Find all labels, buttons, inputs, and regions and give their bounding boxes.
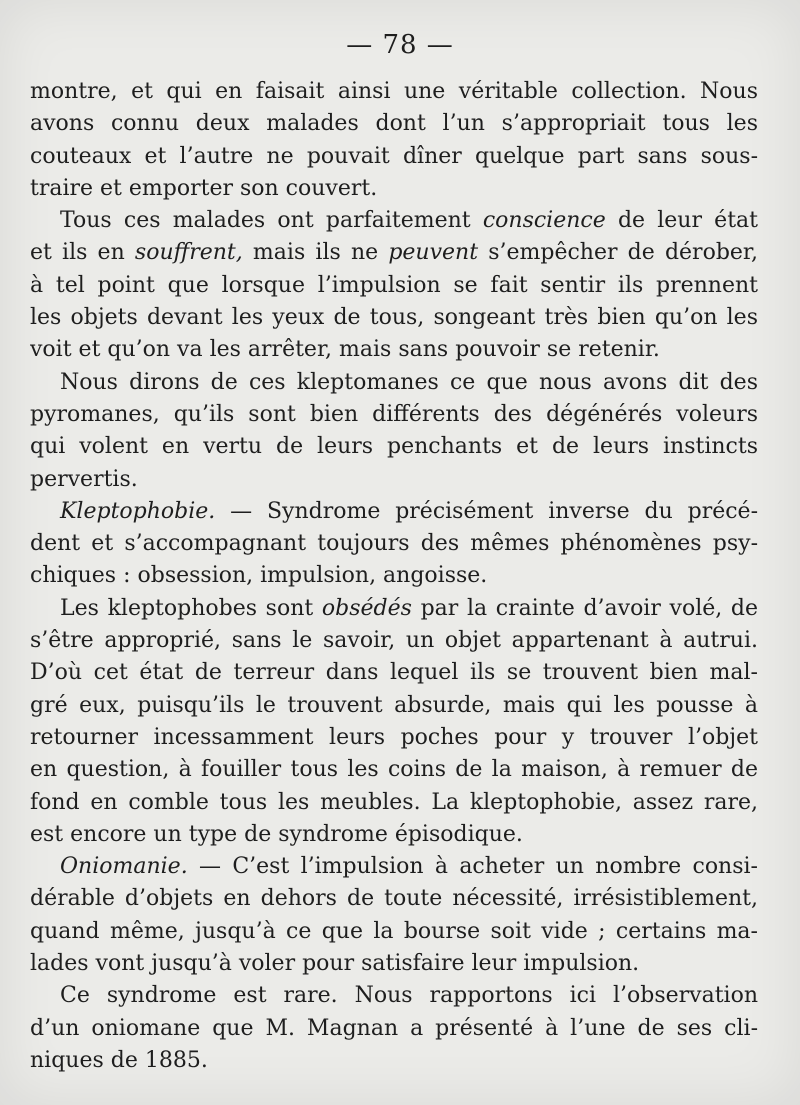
text-line bbox=[30, 302, 758, 334]
paragraph bbox=[30, 593, 758, 851]
text-line bbox=[30, 205, 758, 237]
text-line bbox=[30, 108, 758, 140]
text-line bbox=[30, 625, 758, 657]
text-line bbox=[30, 237, 758, 269]
text-line bbox=[30, 883, 758, 915]
text-line bbox=[30, 657, 758, 689]
text-segment: — Syndrome précisément inverse du précé- bbox=[215, 498, 758, 524]
text-line bbox=[30, 819, 758, 851]
text-segment: dent et s’accompagnant toujours des mêmes phénomènes psy- bbox=[30, 531, 758, 557]
italic-text: Kleptophobie. bbox=[60, 498, 216, 524]
text-line bbox=[30, 948, 758, 980]
text-segment: par la crainte d’avoir volé, de bbox=[411, 595, 758, 621]
text-line bbox=[30, 690, 758, 722]
paragraph bbox=[30, 76, 758, 205]
paragraph bbox=[30, 980, 758, 1077]
text-line bbox=[30, 787, 758, 819]
text-segment: et ils en bbox=[30, 240, 135, 266]
text-segment: pervertis. bbox=[30, 466, 138, 492]
text-line bbox=[30, 496, 758, 528]
text-segment: s’empêcher de dérober, bbox=[478, 240, 758, 266]
text-line bbox=[30, 528, 758, 560]
text-segment: Ce syndrome est rare. Nous rapportons ici l’observation bbox=[60, 983, 758, 1009]
text-line bbox=[30, 399, 758, 431]
text-segment: à tel point que lorsque l’impulsion se fait sentir ils prennent bbox=[30, 272, 758, 298]
text-segment: retourner incessamment leurs poches pour y trouver l’objet bbox=[30, 724, 758, 750]
text-segment: gré eux, puisqu’ils le trouvent absurde, mais qui les pousse à bbox=[30, 692, 758, 718]
text-segment: couteaux et l’autre ne pouvait dîner quelque part sans sous- bbox=[30, 143, 758, 169]
text-line bbox=[30, 722, 758, 754]
text-line bbox=[30, 916, 758, 948]
text-segment: Nous dirons de ces kleptomanes ce que nous avons dit des bbox=[60, 369, 758, 395]
italic-text: Oniomanie. bbox=[60, 854, 188, 880]
text-segment: en question, à fouiller tous les coins de la maison, à remuer de bbox=[30, 757, 758, 783]
paragraph bbox=[30, 367, 758, 496]
body-text bbox=[30, 76, 758, 1077]
text-segment: Tous ces malades ont parfaitement bbox=[60, 208, 483, 234]
text-segment: est encore un type de syndrome épisodique. bbox=[30, 821, 523, 847]
text-segment: avons connu deux malades dont l’un s’appropriait tous les bbox=[30, 111, 758, 137]
text-segment: les objets devant les yeux de tous, songeant très bien qu’on les bbox=[30, 305, 758, 331]
text-segment: montre, et qui en faisait ainsi une véritable collection. Nous bbox=[30, 79, 758, 104]
text-segment: de leur état bbox=[605, 208, 758, 234]
text-segment: mais ils ne bbox=[242, 240, 389, 266]
text-line bbox=[30, 754, 758, 786]
paragraph bbox=[30, 496, 758, 593]
text-line bbox=[30, 593, 758, 625]
text-line bbox=[30, 141, 758, 173]
text-segment: pyromanes, qu’ils sont bien différents des dégénérés voleurs bbox=[30, 401, 758, 427]
text-segment: traire et emporter son couvert. bbox=[30, 175, 378, 201]
text-line bbox=[30, 1013, 758, 1045]
text-line bbox=[30, 851, 758, 883]
text-line bbox=[30, 76, 758, 108]
text-segment: — C’est l’impulsion à acheter un nombre consi- bbox=[187, 854, 758, 880]
text-line bbox=[30, 367, 758, 399]
text-line bbox=[30, 334, 758, 366]
text-segment: fond en comble tous les meubles. La kleptophobie, assez rare, bbox=[30, 789, 758, 815]
italic-text: conscience bbox=[482, 208, 606, 234]
paragraph bbox=[30, 205, 758, 366]
text-line bbox=[30, 560, 758, 592]
italic-text: souffrent, bbox=[134, 240, 243, 266]
text-segment: qui volent en vertu de leurs penchants et de leurs instincts bbox=[30, 434, 758, 460]
text-line bbox=[30, 270, 758, 302]
text-line bbox=[30, 173, 758, 205]
text-line bbox=[30, 1045, 758, 1077]
italic-text: obsédés bbox=[321, 595, 412, 621]
text-segment: lades vont jusqu’à voler pour satisfaire leur impulsion. bbox=[30, 951, 640, 977]
text-segment: niques de 1885. bbox=[30, 1047, 208, 1073]
text-line bbox=[30, 464, 758, 496]
text-line bbox=[30, 980, 758, 1012]
text-segment: quand même, jusqu’à ce que la bourse soit vide ; certains ma- bbox=[30, 918, 758, 944]
text-segment: dérable d’objets en dehors de toute nécessité, irrésistiblement, bbox=[30, 886, 758, 912]
page-number: — 78 — bbox=[346, 30, 454, 60]
paragraph bbox=[30, 851, 758, 980]
text-line bbox=[30, 431, 758, 463]
text-segment: s’être approprié, sans le savoir, un objet appartenant à autrui. bbox=[30, 628, 758, 654]
text-segment: D’où cet état de terreur dans lequel ils se trouvent bien mal- bbox=[30, 660, 758, 686]
text-segment: d’un oniomane que M. Magnan a présenté à l’une de ses cli- bbox=[30, 1015, 758, 1041]
text-segment: voit et qu’on va les arrêter, mais sans pouvoir se retenir. bbox=[30, 337, 660, 363]
text-segment: Les kleptophobes sont bbox=[60, 595, 322, 621]
text-segment: chiques : obsession, impulsion, angoisse. bbox=[30, 563, 488, 589]
italic-text: peuvent bbox=[388, 240, 479, 266]
